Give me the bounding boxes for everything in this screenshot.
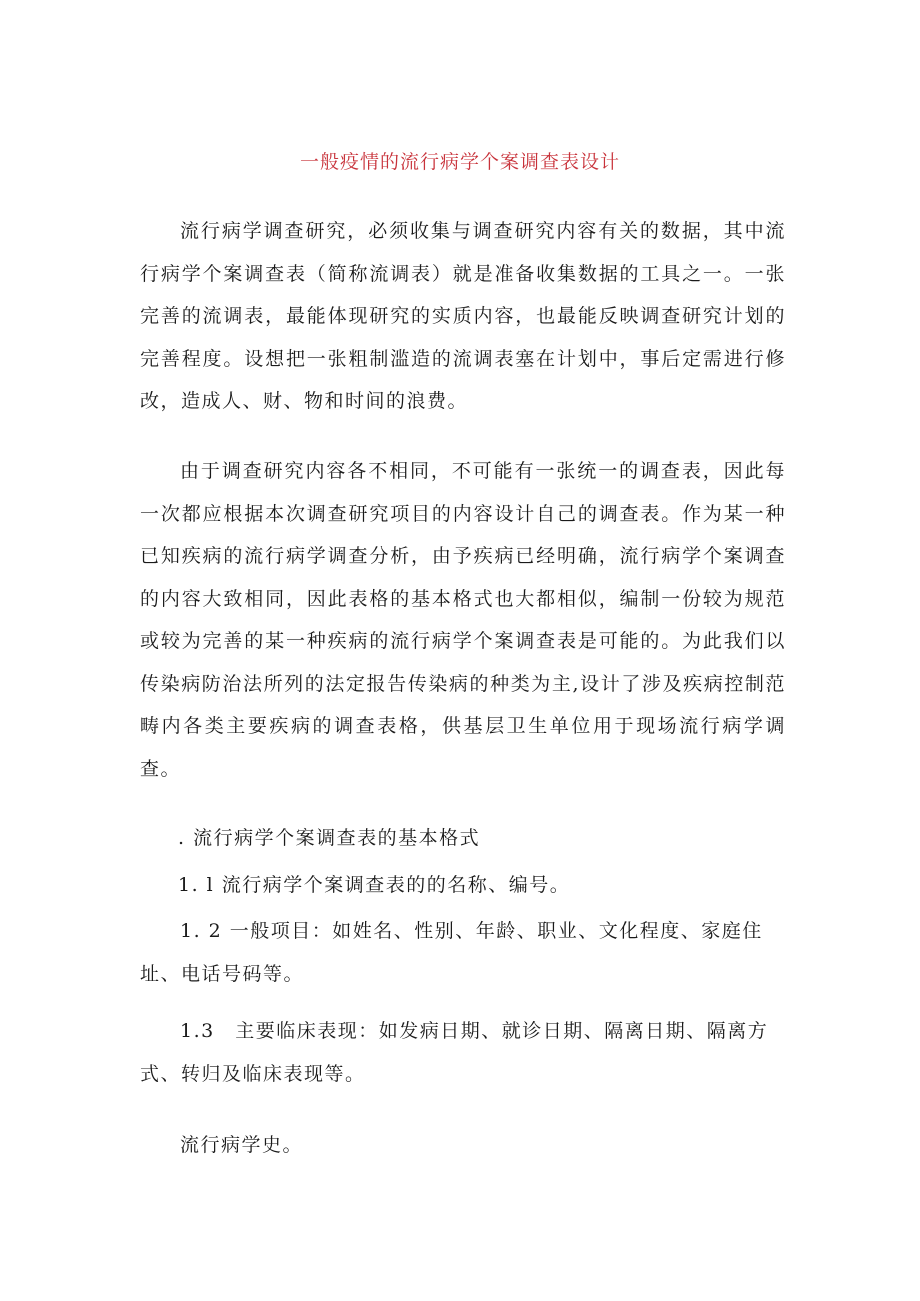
epidemiological-history-heading: 流行病学史。 [180, 1134, 304, 1156]
item-1-2: 1. 2 一般项目：如姓名、性别、年龄、职业、文化程度、家庭住址、电话号码等。 [140, 920, 763, 985]
item-1-1: 1. l 流行病学个案调查表的的名称、编号。 [178, 874, 571, 896]
item-1-3: 1.3 主要临床表现：如发病日期、就诊日期、隔离日期、隔离方式、转归及临床表现等。 [140, 1020, 769, 1085]
paragraph-design: 由于调查研究内容各不相同，不可能有一张统一的调查表，因此每一次都应根据本次调查研究项目的内容设计自己的调查表。作为某一种已知疾病的流行病学调查分析，由予疾病已经明确，流行病学个案调查的内容大致相同，因此表格的基本格式也大都相似，编制一份较为规范或较为完善的某一种疾病的流行病学个案调查表是可能的。为此我们以传染病防治法所列的法定报告传染病的种类为主,设计了涉及疾病控制范畴内各类主要疾病的调查表格，供基层卫生单位用于现场流行病学调查。 [140, 460, 786, 780]
section-heading: . 流行病学个案调查表的基本格式 [178, 827, 481, 849]
document-title: 一般疫情的流行病学个案调查表设计 [299, 151, 620, 173]
paragraph-intro: 流行病学调查研究，必须收集与调查研究内容有关的数据，其中流行病学个案调查表（简称流调表）就是准备收集数据的工具之一。一张完善的流调表，最能体现研究的实质内容，也最能反映调查研究计划的完善程度。设想把一张粗制滥造的流调表塞在计划中，事后定需进行修改，造成人、财、物和时间的浪费。 [140, 220, 786, 412]
